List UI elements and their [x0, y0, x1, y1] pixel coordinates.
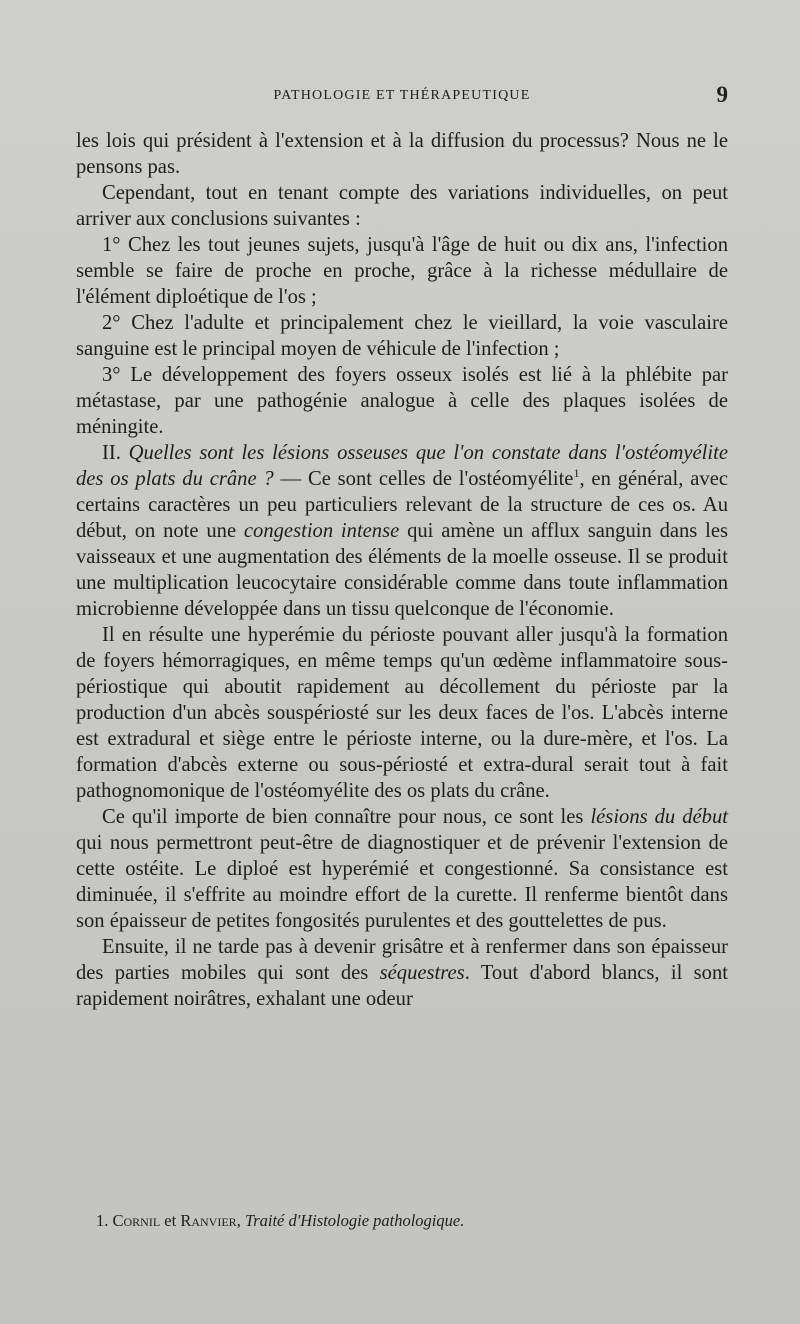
paragraph-7: Il en résulte une hyperémie du périoste pouvant aller jusqu'à la formation de foyers hémorragiques, en même temps qu'un œdème inflammatoire sous-périostique qui aboutit rapidement au décollement du périoste par la production d'un abcès souspériosté sur les deux faces de l'os. L'abcès interne est extradural et siège entre le périoste interne, ou la dure-mère, et l'os. La formation d'abcès externe ou sous-périosté et extra-dural serait tout à fait pathognomonique de l'ostéomyélite des os plats du crâne. [76, 624, 728, 802]
emphasis-congestion: congestion intense [243, 520, 400, 542]
footnote-marker: 1 [573, 466, 580, 481]
paragraph-8 [76, 804, 728, 934]
paragraph-9 [76, 934, 728, 1012]
paragraph-6-text-b: , en général, avec certains caractères un peu particuliers relevant de la structure de ces os. Au début, on note une [76, 468, 728, 542]
running-head: PATHOLOGIE ET THÉRAPEUTIQUE [273, 88, 531, 103]
paragraph-2: Cependant, tout en tenant compte des variations individuelles, on peut arriver aux conclusions suivantes : [76, 182, 728, 230]
emphasis-lesions: lésions du début [590, 806, 728, 828]
paragraph-3: 1° Chez les tout jeunes sujets, jusqu'à l'âge de huit ou dix ans, l'infection semble se faire de proche en proche, grâce à la richesse médullaire de l'élément diploétique de l'os ; [76, 234, 728, 308]
footnote: 1. Cornil et Ranvier, Traité d'Histologie pathologique. [96, 1211, 465, 1230]
footnote-author-1: Cornil [112, 1211, 161, 1230]
paragraph-6 [76, 440, 728, 622]
footnote-number: 1. [96, 1211, 109, 1230]
paragraph-4: 2° Chez l'adulte et principalement chez le vieillard, la voie vasculaire sanguine est le principal moyen de véhicule de l'infection ; [76, 312, 728, 360]
page-number: 9 [716, 82, 728, 107]
section-number: II. [102, 442, 121, 464]
page-header [76, 82, 728, 110]
paragraph-1: les lois qui président à l'extension et à la diffusion du processus? Nous ne le pensons pas. [76, 130, 728, 178]
paragraph-9-text-b: . Tout d'abord blancs, il sont rapidement noirâtres, exhalant une odeur [76, 962, 728, 1010]
paragraph-8-text-a: Ce qu'il importe de bien connaître pour nous, ce sont les [102, 806, 584, 828]
section-question: Quelles sont les lésions osseuses que l'on constate dans l'ostéomyélite des os plats du crâne ? [76, 442, 728, 490]
footnote-title: Traité d'Histologie pathologique. [244, 1211, 465, 1230]
paragraph-6-text-a: — Ce sont celles de l'ostéomyélite [280, 468, 574, 490]
footnote-author-2: Ranvier [180, 1211, 237, 1230]
footnote-conj: et [164, 1211, 177, 1230]
body-text [76, 128, 728, 1012]
paragraph-9-text-a: Ensuite, il ne tarde pas à devenir grisâtre et à renfermer dans son épaisseur des parties mobiles qui sont des [76, 936, 728, 984]
paragraph-5: 3° Le développement des foyers osseux isolés est lié à la phlébite par métastase, par une pathogénie analogue à celle des plaques isolées de méningite. [76, 364, 728, 438]
emphasis-sequestres: séquestres [379, 962, 465, 984]
paragraph-8-text-b: qui nous permettront peut-être de diagnostiquer et de prévenir l'extension de cette ostéite. Le diploé est hyperémié et congestionné. Sa consistance est diminuée, il s'effrite au moindre effort de la curette. Il renferme bientôt dans son épaisseur de petites fongosités purulentes et des gouttelettes de pus. [76, 832, 728, 932]
paragraph-6-text-c: qui amène un afflux sanguin dans les vaisseaux et une augmentation des éléments de la moelle osseuse. Il se produit une multiplication leucocytaire considérable comme dans toute inflammation microbienne développée dans un tissu quelconque de l'économie. [76, 520, 729, 620]
